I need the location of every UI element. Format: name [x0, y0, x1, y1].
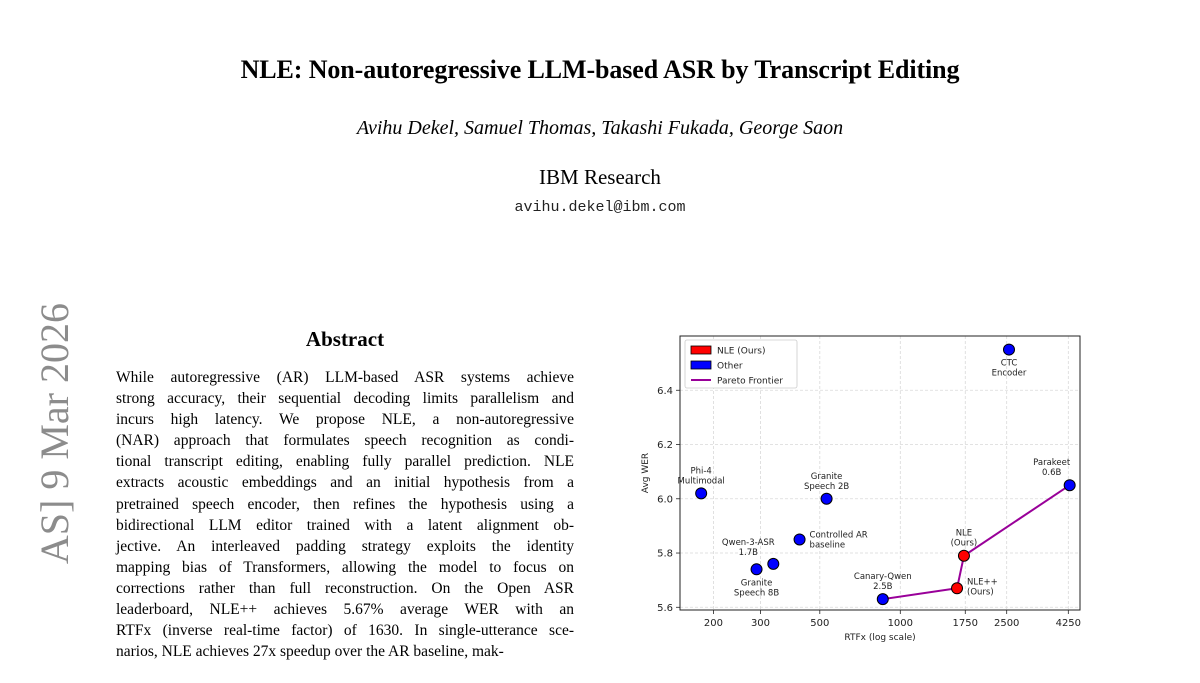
- x-tick-label: 4250: [1055, 618, 1082, 629]
- abstract-line: jective. An interleaved padding strategy exploits the identity: [116, 537, 574, 555]
- legend-swatch: [691, 346, 711, 354]
- legend-label: NLE (Ours): [717, 346, 766, 357]
- x-tick-label: 2500: [993, 618, 1020, 629]
- abstract-line: extracts acoustic embeddings and an initial hypothesis from a: [116, 474, 574, 492]
- point-nle: [958, 550, 969, 561]
- abstract-line: (NAR) approach that formulates speech recognition as condi-: [116, 432, 574, 450]
- abstract-line: leaderboard, NLE++ achieves 5.67% average WER with an: [116, 601, 574, 619]
- paper-affiliation: IBM Research: [539, 165, 661, 189]
- abstract-line: RTFx (inverse real-time factor) of 1630. In single-utterance sce-: [116, 622, 574, 640]
- point-label: 1.7B: [738, 547, 758, 558]
- arxiv-side-stamp: AS] 9 Mar 2026: [32, 303, 77, 565]
- point-canary-qwen: [877, 594, 888, 605]
- point-phi4: [696, 488, 707, 499]
- point-label: Granite: [810, 471, 843, 482]
- point-label: 0.6B: [1041, 468, 1062, 479]
- point-label: (Ours): [950, 538, 978, 549]
- legend-label: Pareto Frontier: [717, 376, 783, 387]
- author-email[interactable]: avihu.dekel@ibm.com: [514, 199, 686, 216]
- y-tick-label: 6.0: [657, 494, 673, 506]
- abstract-line: mapping bias of Transformers, allowing the model to focus on: [116, 558, 574, 576]
- x-axis-label: RTFx (log scale): [844, 633, 916, 643]
- abstract-line: pretrained speech encoder, then refines the hypothesis using a: [116, 495, 574, 513]
- y-tick-label: 6.2: [657, 440, 673, 452]
- x-tick-label: 300: [750, 618, 771, 629]
- point-granite-8b: [751, 564, 762, 575]
- point-parakeet: [1064, 480, 1075, 491]
- abstract-line: corrections rather than full reconstruction. On the Open ASR: [116, 579, 574, 597]
- abstract-heading: Abstract: [305, 327, 385, 351]
- point-label: Encoder: [991, 368, 1027, 379]
- point-nle-plus-plus: [952, 583, 963, 594]
- y-axis-label: Avg WER: [641, 452, 651, 494]
- point-label: Granite: [740, 578, 773, 589]
- point-label: Parakeet: [1033, 458, 1071, 469]
- point-label: 2.5B: [873, 582, 893, 593]
- abstract-line: narios, NLE achieves 27x speedup over the AR baseline, mak-: [116, 643, 504, 661]
- y-tick-label: 5.8: [657, 548, 673, 560]
- y-tick-label: 6.4: [657, 385, 673, 397]
- abstract-line: incurs high latency. We propose NLE, a non-autoregressive: [116, 411, 574, 429]
- x-tick-label: 1000: [887, 618, 914, 629]
- point-label: Controlled AR: [809, 530, 868, 541]
- point-ctc-encoder: [1003, 344, 1014, 355]
- point-label: Qwen-3-ASR: [721, 537, 775, 548]
- x-tick-label: 200: [703, 618, 723, 629]
- legend-label: Other: [717, 361, 743, 372]
- point-label: CTC: [1000, 358, 1018, 369]
- abstract-line: While autoregressive (AR) LLM-based ASR systems achieve: [116, 369, 574, 386]
- point-label: (Ours): [967, 587, 994, 598]
- wer-vs-rtfx-figure: [630, 330, 1090, 648]
- abstract-line: bidirectional LLM editor trained with a latent alignment ob-: [116, 516, 574, 534]
- paper-title: NLE: Non-autoregressive LLM-based ASR by Transcript Editing: [240, 55, 960, 84]
- y-tick-label: 5.6: [657, 602, 673, 614]
- point-label: baseline: [809, 540, 846, 551]
- point-label: Multimodal: [677, 476, 725, 487]
- point-granite-2b: [821, 493, 832, 504]
- paper-authors: Avihu Dekel, Samuel Thomas, Takashi Fukada, George Saon: [356, 117, 844, 139]
- x-tick-label: 1750: [952, 618, 979, 629]
- abstract-body: [116, 367, 574, 662]
- legend-swatch: [691, 361, 711, 369]
- abstract-line: tional transcript editing, enabling fully parallel prediction. NLE: [116, 453, 574, 471]
- abstract-line: strong accuracy, their sequential decoding limits parallelism and: [116, 390, 574, 408]
- point-qwen3-asr: [768, 558, 779, 569]
- point-label: Phi-4: [690, 466, 712, 477]
- x-tick-label: 500: [810, 618, 830, 629]
- point-label: Speech 2B: [803, 481, 850, 492]
- point-label: Canary-Qwen: [853, 572, 912, 583]
- point-controlled-ar: [794, 534, 805, 545]
- point-label: NLE++: [967, 577, 998, 588]
- point-label: Speech 8B: [733, 588, 780, 599]
- wer-vs-rtfx-chart: [630, 330, 1090, 648]
- point-label: NLE: [955, 528, 973, 539]
